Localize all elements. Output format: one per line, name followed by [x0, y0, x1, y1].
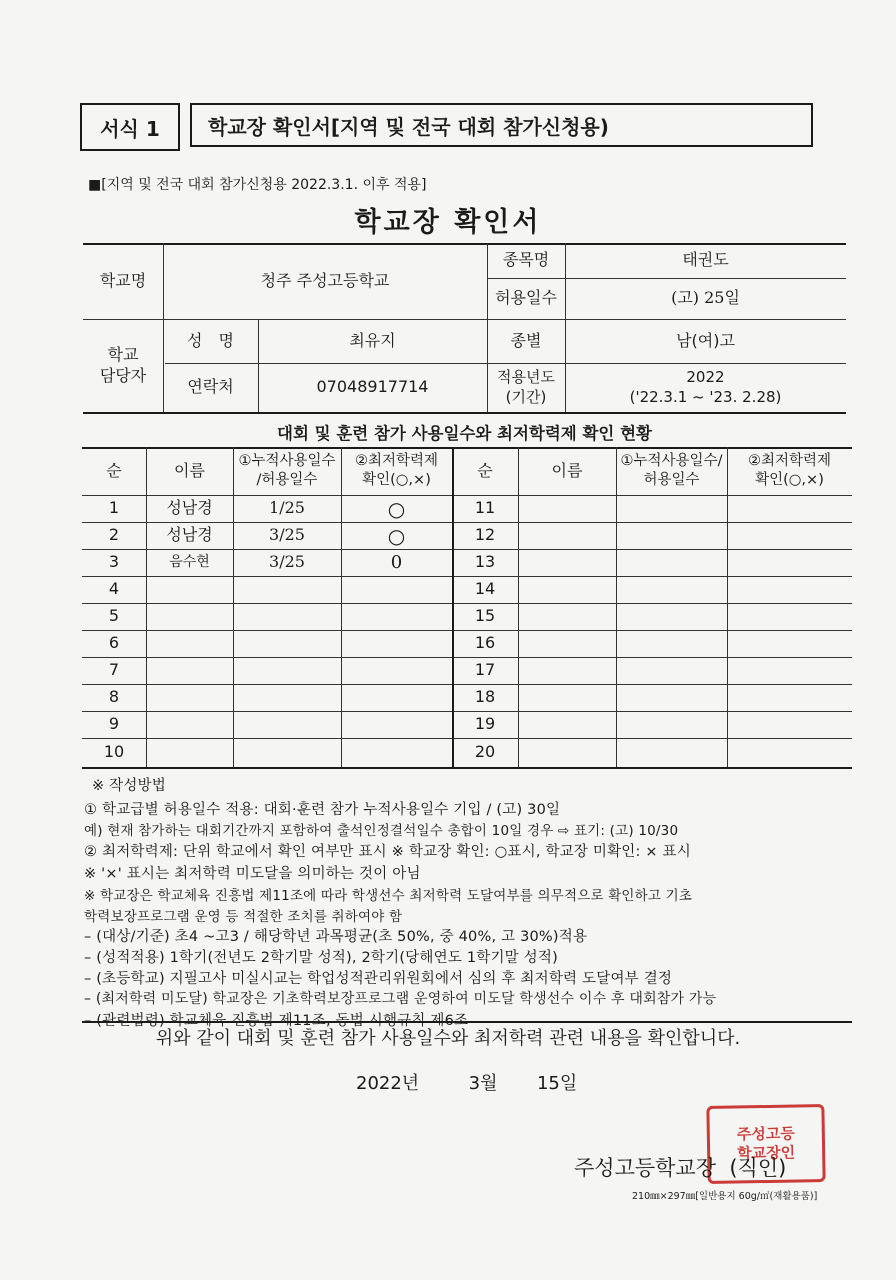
row-number: 19 [474, 714, 496, 734]
status-title: 대회 및 훈련 참가 사용일수와 최저학력제 확인 현황 [277, 424, 652, 443]
row-number: 8 [108, 687, 120, 707]
header-days-left: ①누적사용일수 /허용일수 [238, 453, 336, 488]
category-value: 남(여)고 [676, 330, 735, 350]
header-no-right: 순 [477, 460, 493, 480]
row-number: 16 [474, 633, 496, 653]
date-day: 15일 [536, 1073, 578, 1094]
check-mark: ○ [387, 523, 406, 548]
header-name-left: 이름 [174, 460, 205, 480]
row-number: 9 [108, 714, 120, 734]
confirmation-statement: 위와 같이 대회 및 훈련 참가 사용일수와 최저학력 관련 내용을 확인합니다. [155, 1028, 741, 1049]
date-month: 3월 [468, 1073, 498, 1094]
row-number: 10 [103, 742, 125, 762]
note-line: – (성적적용) 1학기(전년도 2학기말 성적), 2학기(당해연도 1학기말 성적) [84, 950, 558, 966]
used-days: 1/25 [269, 498, 305, 518]
school-name-label: 학교명 [99, 270, 147, 290]
row-number: 6 [108, 633, 120, 653]
seal-text: 주성고등 학교장인 [736, 1124, 796, 1163]
subheader: ■[지역 및 전국 대회 참가신청용 2022.3.1. 이후 적용] [88, 177, 427, 193]
check-mark: ○ [387, 496, 406, 521]
student-name: 성남경 [166, 525, 213, 545]
row-number: 1 [108, 498, 120, 518]
row-number: 13 [474, 552, 496, 572]
row-number: 3 [108, 552, 120, 572]
sport-value: 태권도 [682, 250, 729, 270]
used-days: 3/25 [269, 525, 305, 545]
student-name: 성남경 [166, 498, 213, 518]
header-name-right: 이름 [551, 460, 583, 480]
date-year: 2022년 [356, 1073, 420, 1094]
check-mark: 0 [390, 551, 403, 573]
row-number: 14 [474, 579, 496, 599]
sport-label: 종목명 [502, 250, 550, 270]
allowed-days-label: 허용일수 [495, 288, 557, 308]
page-title: 학교장 확인서 [354, 207, 542, 238]
issue-date [356, 1069, 577, 1095]
note-line: 예) 현재 참가하는 대회기간까지 포함하여 출석인정결석일수 총합이 10일 경우 ⇨ 표기: (고) 10/30 [84, 823, 679, 839]
note-line: – (대상/기준) 초4 ~고3 / 해당학년 과목평균(초 50%, 중 40%, 고 30%)적용 [84, 929, 588, 945]
row-number: 12 [474, 525, 496, 545]
header-check-left: ②최저학력제 확인(○,×) [354, 453, 439, 488]
signature-line: 주성고등학교장 (직인) [574, 1156, 787, 1180]
row-number: 15 [474, 606, 496, 626]
paper-spec: 210㎜×297㎜[일반용지 60g/㎡(재활용품)] [632, 1191, 818, 1202]
note-line: ② 최저학력제: 단위 학교에서 확인 여부만 표시 ※ 학교장 확인: ○표시, 학교장 미확인: × 표시 [84, 844, 691, 860]
row-number: 7 [108, 660, 120, 680]
allowed-days-value: (고) 25일 [671, 288, 740, 308]
period-label: 적용년도 (기간) [497, 368, 555, 406]
staff-label: 학교 담당자 [99, 344, 147, 385]
row-number: 18 [474, 687, 496, 707]
used-days: 3/25 [269, 552, 305, 572]
row-number: 5 [108, 606, 120, 626]
form-title-box [190, 103, 813, 147]
note-line: ※ '×' 표시는 최저학력 미도달을 의미하는 것이 아님 [84, 866, 421, 882]
form-title: 학교장 확인서[지역 및 전국 대회 참가신청용) [208, 114, 609, 139]
row-number: 20 [474, 742, 496, 762]
student-name: 음수현 [169, 554, 210, 571]
contact-value: 07048917714 [316, 377, 429, 397]
note-line: ※ 작성방법 [92, 778, 166, 794]
note-line: ※ 학교장은 학교체육 진흥법 제11조에 따라 학생선수 최저학력 도달여부를 의무적으로 확인하고 기초 [84, 888, 693, 904]
school-name-value: 청주 주성고등학교 [260, 270, 390, 290]
staff-name-value: 최유지 [349, 330, 396, 350]
row-number: 2 [108, 525, 120, 545]
contact-label: 연락처 [187, 377, 234, 397]
note-line: – (관련법령) 학교체육 진흥법 제11조, 동법 시행규칙 제6조 [84, 1013, 469, 1029]
note-line: – (초등학교) 지필고사 미실시교는 학업성적관리위원회에서 심의 후 최저학력 도달여부 결정 [84, 971, 673, 987]
form-label: 서식 1 [100, 116, 160, 141]
staff-name-label: 성 명 [187, 330, 234, 350]
row-number: 4 [108, 579, 120, 599]
period-value: 2022 ('22.3.1 ~ '23. 2.28) [629, 368, 782, 406]
header-no-left: 순 [106, 460, 122, 480]
note-line: 학력보장프로그램 운영 등 적절한 조치를 취하여야 함 [84, 909, 403, 925]
row-number: 11 [474, 498, 496, 518]
header-days-right: ①누적사용일수/ 허용일수 [620, 453, 723, 488]
form-label-box [80, 103, 180, 151]
category-label: 종별 [510, 330, 542, 350]
row-number: 17 [474, 660, 496, 680]
header-check-right: ②최저학력제 확인(○,×) [747, 453, 832, 488]
note-line: ① 학교급별 허용일수 적용: 대회·훈련 참가 누적사용일수 기입 / (고) 30일 [84, 802, 561, 818]
note-line: – (최저학력 미도달) 학교장은 기초학력보장프로그램 운영하여 미도달 학생선수 이수 후 대회참가 가능 [84, 991, 717, 1007]
